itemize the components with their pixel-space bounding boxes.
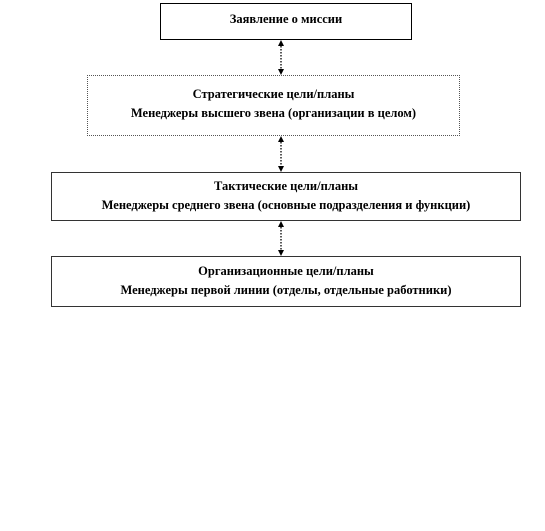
strategic-goals-title: Стратегические цели/планы <box>192 87 355 101</box>
arrowhead-up-icon <box>278 221 284 227</box>
operational-goals-box <box>51 256 521 307</box>
operational-goals-subtitle: Менеджеры первой линии (отделы, отдельные работники) <box>120 283 452 297</box>
arrowhead-up-icon <box>278 136 284 142</box>
tactical-goals-box <box>51 172 521 221</box>
tactical-goals-subtitle: Менеджеры среднего звена (основные подразделения и функции) <box>101 198 471 212</box>
connector-strategic-tactical <box>278 136 284 172</box>
connector-tactical-operational <box>278 221 284 256</box>
tactical-goals-title: Тактические цели/планы <box>213 179 359 193</box>
operational-goals-title: Организационные цели/планы <box>198 264 374 278</box>
mission-title: Заявление о миссии <box>229 12 343 26</box>
mission-box <box>160 3 412 40</box>
strategic-goals-subtitle: Менеджеры высшего звена (организации в целом) <box>130 106 417 120</box>
connector-mission-strategic <box>278 40 284 75</box>
strategic-goals-box <box>87 75 460 136</box>
arrowhead-up-icon <box>278 40 284 46</box>
